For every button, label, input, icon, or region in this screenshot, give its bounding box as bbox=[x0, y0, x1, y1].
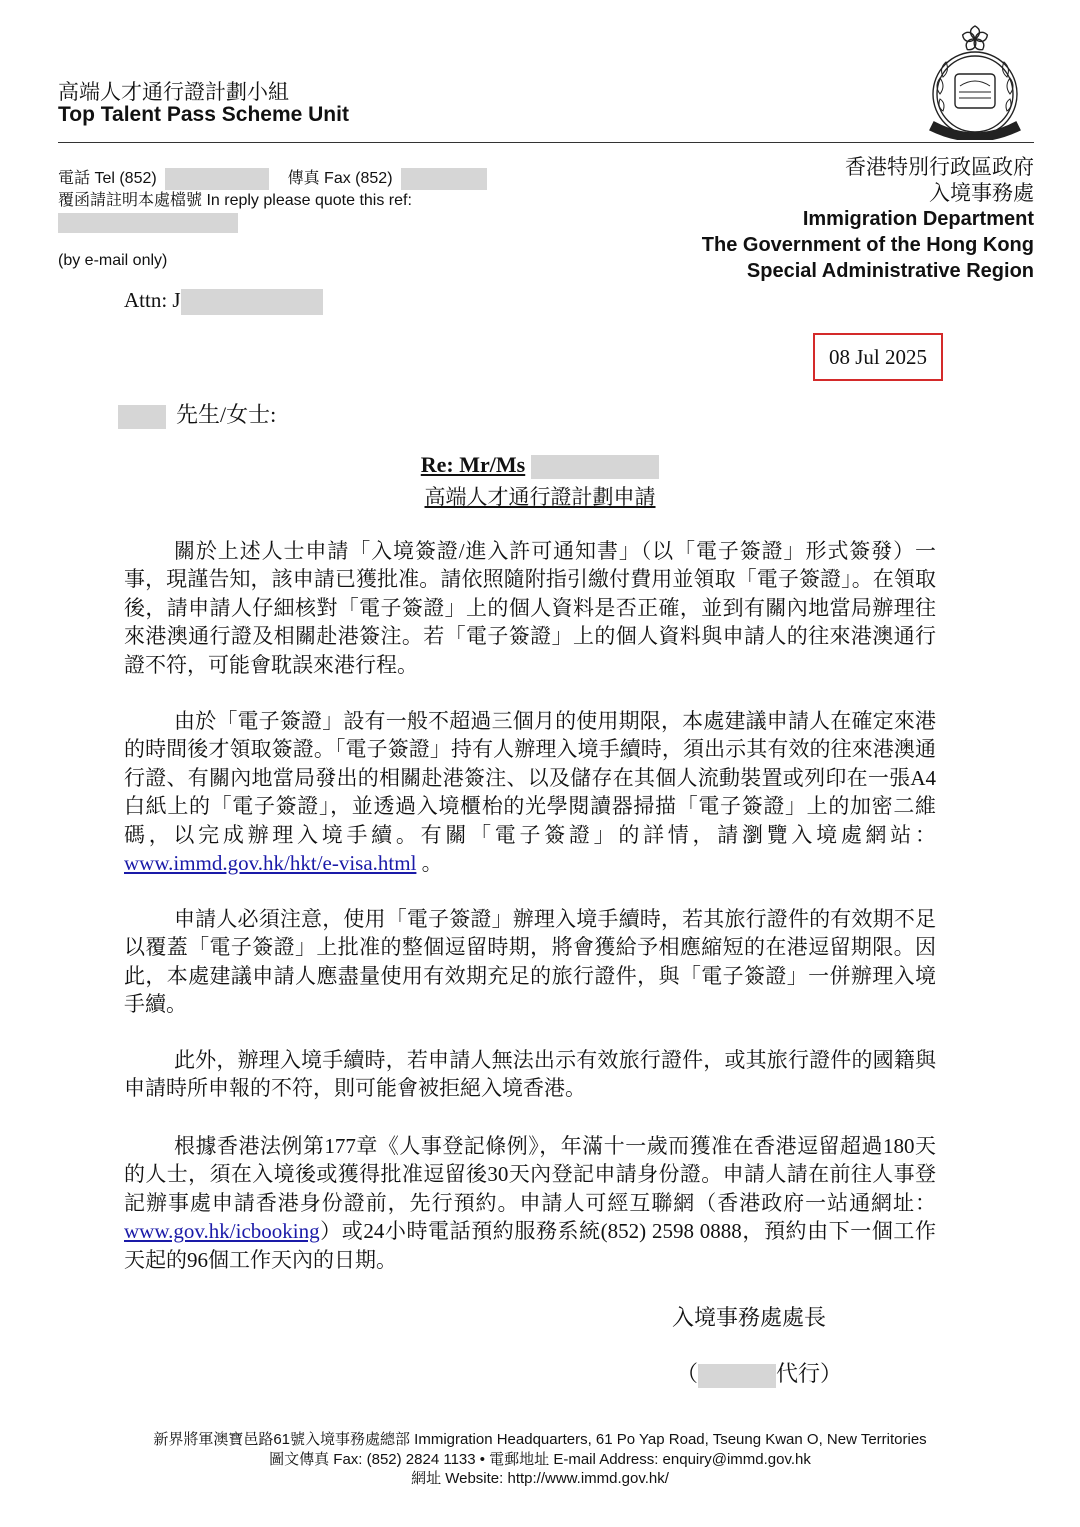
header-divider bbox=[58, 142, 1034, 143]
icbooking-link[interactable]: www.gov.hk/icbooking bbox=[124, 1219, 320, 1244]
immigration-crest-icon bbox=[922, 22, 1028, 140]
contact-line bbox=[58, 168, 487, 190]
unit-name-en: Top Talent Pass Scheme Unit bbox=[58, 103, 349, 126]
evisa-info-link[interactable]: www.immd.gov.hk/hkt/e-visa.html bbox=[124, 851, 417, 876]
unit-name-zh: 高端人才通行證計劃小組 bbox=[58, 80, 289, 104]
dept-line-en-2: The Government of the Hong Kong bbox=[701, 234, 1034, 256]
redacted-tel bbox=[165, 168, 269, 190]
redacted-officer-name bbox=[698, 1364, 776, 1388]
subject-line bbox=[0, 452, 1080, 479]
subject-title: 高端人才通行證計劃申請 bbox=[424, 485, 656, 509]
signature-title: 入境事務處處長 bbox=[672, 1305, 827, 1330]
redacted-fax bbox=[401, 168, 487, 190]
letter-date: 08 Jul 2025 bbox=[813, 333, 943, 381]
attn-label: Attn: J bbox=[124, 288, 181, 312]
paragraph-2-end: 。 bbox=[416, 851, 443, 876]
paragraph-4: 此外，辦理入境手續時，若申請人無法出示有效旅行證件，或其旅行證件的國籍與申請時所申報的不符，則可能會被拒絕入境香港。 bbox=[124, 1048, 936, 1101]
footer-address: 新界將軍澳寶邑路61號入境事務處總部 Immigration Headquarters, 61 Po Yap Road, Tseung Kwan O, New Territories bbox=[153, 1431, 927, 1448]
paragraph-2-text: 由於「電子簽證」設有一般不超過三個月的使用期限，本處建議申請人在確定來港的時間後才領取簽證。「電子簽證」持有人辦理入境手續時，須出示其有效的往來港澳通行證、有關內地當局發出的相關赴港簽注、以及儲存在其個人流動裝置或列印在一張A4白紙上的「電子簽證」，並透過入境櫃枱的光學閱讀器掃描「電子簽證」上的加密二維碼，以完成辦理入境手續。有關「電子簽證」的詳情，請瀏覽入境處網站： bbox=[124, 709, 936, 847]
redacted-applicant-name bbox=[531, 455, 659, 479]
dept-line-zh-2: 入境事務處 bbox=[929, 181, 1034, 205]
fax-label: 傳真 Fax (852) bbox=[287, 170, 393, 188]
attention-line bbox=[124, 288, 323, 315]
paragraph-5 bbox=[124, 1132, 936, 1274]
paragraph-5-end: ）或24小時電話預約服務系統(852) 2598 0888，預約由下一個工作天起的96個工作天內的日期。 bbox=[124, 1219, 936, 1272]
footer bbox=[0, 1430, 1080, 1489]
redacted-surname bbox=[118, 405, 166, 429]
tel-label: 電話 Tel (852) bbox=[58, 170, 157, 188]
dept-line-zh-1: 香港特別行政區政府 bbox=[845, 155, 1034, 179]
redacted-ref bbox=[58, 213, 238, 233]
paragraph-1: 關於上述人士申請「入境簽證/進入許可通知書」（以「電子簽證」形式簽發）一事，現謹告知，該申請已獲批准。請依照隨附指引繳付費用並領取「電子簽證」。在領取後，請申請人仔細核對「電子簽證」上的個人資料是否正確，並到有關內地當局辦理往來港澳通行證及相關赴港簽注。若「電子簽證」上的個人資料與申請人的往來港澳通行證不符，可能會耽誤來港行程。 bbox=[124, 539, 936, 677]
paragraph-2 bbox=[124, 707, 936, 877]
dept-line-en-1: Immigration Department bbox=[802, 208, 1034, 230]
paragraph-5-text: 根據香港法例第177章《人事登記條例》，年滿十一歲而獲准在香港逗留超過180天的人士，須在入境後或獲得批准逗留後30天內登記申請身份證。申請人請在前往人事登記辦事處申請香港身份證前，先行預約。申請人可經互聯網（香港政府一站通網址： bbox=[124, 1134, 936, 1215]
by-email-note: (by e-mail only) bbox=[58, 252, 168, 269]
subject-re-label: Re: Mr/Ms bbox=[420, 452, 526, 477]
signature-open-paren: （ bbox=[676, 1361, 699, 1386]
salutation-text: 先生/女士: bbox=[176, 402, 277, 427]
signature-acting-text: 代行） bbox=[776, 1361, 843, 1386]
salutation bbox=[118, 398, 276, 429]
paragraph-3: 申請人必須注意，使用「電子簽證」辦理入境手續時，若其旅行證件的有效期不足以覆蓋「電子簽證」上批准的整個逗留時期，將會獲給予相應縮短的在港逗留期限。因此，本處建議申請人應盡量使用有效期充足的旅行證件，與「電子簽證」一併辦理入境手續。 bbox=[124, 907, 936, 1017]
footer-website: 網址 Website: http://www.immd.gov.hk/ bbox=[411, 1470, 669, 1487]
signature-acting bbox=[676, 1357, 842, 1388]
department-block bbox=[702, 154, 1034, 284]
contact-block bbox=[58, 168, 487, 233]
dept-line-en-3: Special Administrative Region bbox=[746, 260, 1034, 282]
ref-label: 覆函請註明本處檔號 In reply please quote this ref: bbox=[58, 192, 412, 209]
footer-contact: 圖文傳真 Fax: (852) 2824 1133 • 電郵地址 E-mail Address: enquiry@immd.gov.hk bbox=[269, 1450, 811, 1468]
redacted-attn-name bbox=[181, 289, 323, 315]
